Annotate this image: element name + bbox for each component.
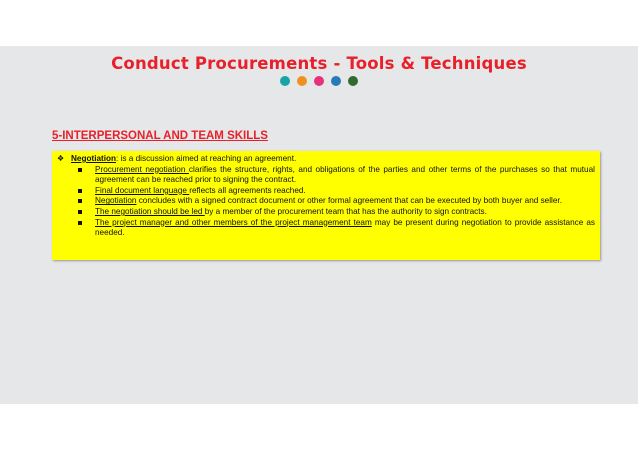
bullet-text: concludes with a signed contract document or other formal agreement that can be executed by both buyer and seller. bbox=[136, 196, 562, 206]
slide bbox=[0, 46, 638, 404]
list-item bbox=[57, 218, 595, 239]
lead-text: : is a discussion aimed at reaching an agreement. bbox=[116, 154, 297, 163]
list-item bbox=[57, 165, 595, 186]
bullet-text: may be present during negotiation to provide assistance as needed. bbox=[95, 217, 595, 238]
bullet-list bbox=[57, 165, 595, 239]
bullet-underlined-text: The project manager and other members of the project management team bbox=[95, 217, 372, 227]
lead-paragraph bbox=[57, 154, 595, 165]
list-item bbox=[57, 186, 595, 197]
section-heading: 5-INTERPERSONAL AND TEAM SKILLS bbox=[52, 130, 268, 142]
list-item bbox=[57, 196, 595, 207]
slide-title: Conduct Procurements - Tools & Techniques bbox=[111, 54, 527, 73]
bullet-text: reflects all agreements reached. bbox=[189, 185, 306, 195]
bullet-text: by a member of the procurement team that has the authority to sign contracts. bbox=[204, 206, 487, 216]
bullet-underlined-text: Negotiation bbox=[95, 196, 137, 206]
dot-teal bbox=[280, 76, 290, 86]
dot-pink bbox=[314, 76, 324, 86]
list-item bbox=[57, 207, 595, 218]
diamond-bullet-icon: ❖ bbox=[57, 154, 65, 163]
decorative-dots bbox=[0, 76, 638, 86]
dot-blue bbox=[331, 76, 341, 86]
bullet-underlined-text: Procurement negotiation bbox=[95, 164, 189, 174]
lead-term: Negotiation bbox=[71, 154, 117, 163]
bullet-text: clarifies the structure, rights, and obligations of the parties and other terms of the purchases so that mutual agreement can be reached prior to signing the contract. bbox=[95, 164, 595, 185]
bullet-underlined-text: The negotiation should be led bbox=[95, 206, 205, 216]
bullet-underlined-text: Final document language bbox=[95, 185, 190, 195]
highlight-box bbox=[52, 151, 600, 260]
dot-orange bbox=[297, 76, 307, 86]
dot-green bbox=[348, 76, 358, 86]
